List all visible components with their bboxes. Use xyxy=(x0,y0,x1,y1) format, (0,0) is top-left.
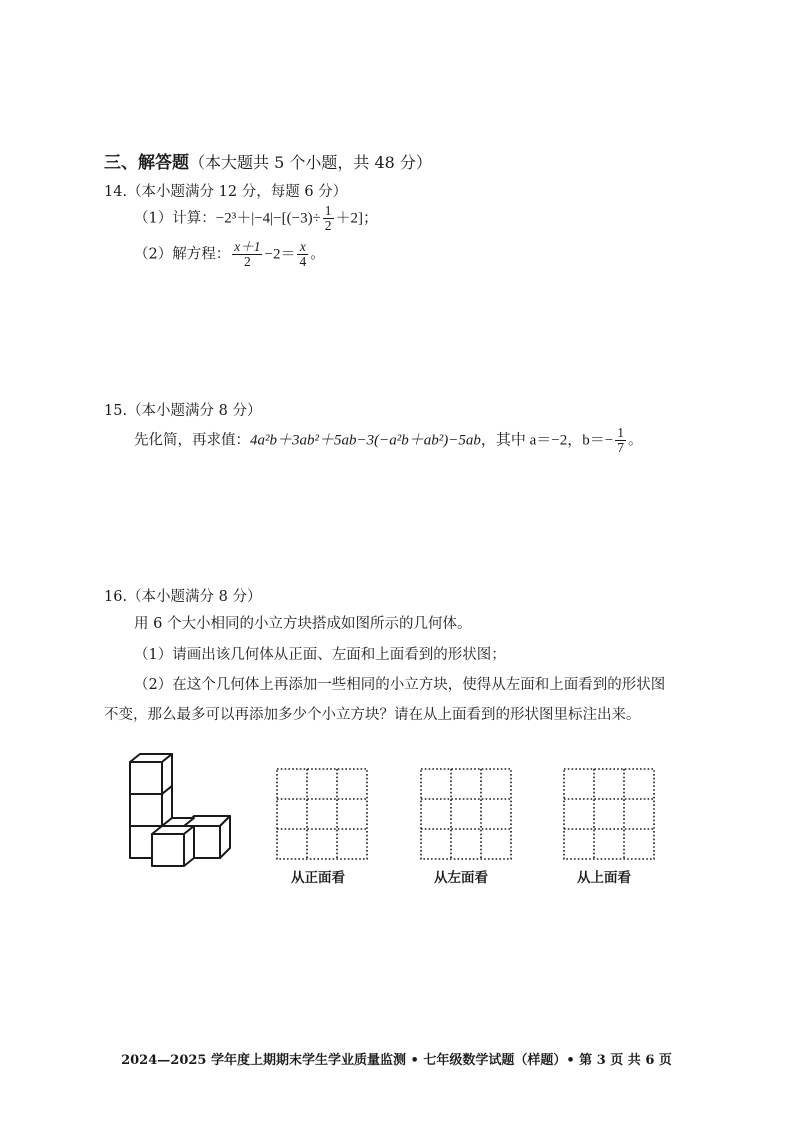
cube-stack-figure xyxy=(126,752,238,870)
q15-frac-num: 1 xyxy=(617,425,624,440)
q15-header xyxy=(104,399,262,420)
q16-part1: （1）请画出该几何体从正面、左面和上面看到的形状图； xyxy=(134,647,506,663)
q14-part1-expr-a: −2³＋|−4|−[(−3)÷ xyxy=(215,210,321,227)
q15-header-text: （本小题满分 8 分） xyxy=(127,403,262,419)
left-view-grid[interactable] xyxy=(420,768,512,860)
q14-header xyxy=(104,180,347,201)
top-view-caption: 从上面看 xyxy=(577,870,631,886)
front-view-caption: 从正面看 xyxy=(291,870,345,886)
q14-part2-end: 。 xyxy=(310,246,325,263)
q16-part2-line2: 不变，那么最多可以再添加多少个小立方块？请在从上面看到的形状图里标注出来。 xyxy=(104,707,641,723)
section-heading-note: （本大题共 5 个小题，共 48 分） xyxy=(189,153,432,172)
section-heading xyxy=(104,148,432,173)
q14-part2-frac2-den: 4 xyxy=(299,254,307,270)
q14-part1 xyxy=(134,204,378,233)
q14-number: 14. xyxy=(104,184,128,200)
cube-front-face xyxy=(152,834,184,866)
page-footer: 2024—2025 学年度上期期末学生学业质量监测 • 七年级数学试题（样题）• 第 3 页 共 6 页 xyxy=(121,1053,672,1068)
cube-side-face xyxy=(184,826,194,866)
q14-part1-frac-num: 1 xyxy=(324,203,332,218)
q16-part2-line1: （2）在这个几何体上再添加一些相同的小立方块，使得从左面和上面看到的形状图 xyxy=(134,677,666,693)
q15-condition: ，其中 a＝−2，b＝− xyxy=(480,432,614,449)
q15-frac-den: 7 xyxy=(617,440,624,456)
q15-fraction xyxy=(615,426,626,455)
q15-expression: 4a²b＋3ab²＋5ab−3(−a²b＋ab²)−5ab xyxy=(250,432,481,449)
q15-intro: 先化简，再求值： xyxy=(134,432,250,449)
q15-end: 。 xyxy=(627,432,643,449)
q14-part2-frac1-den: 2 xyxy=(243,254,251,270)
q14-part1-frac-den: 2 xyxy=(324,218,332,234)
q16-header-text: （本小题满分 8 分） xyxy=(127,589,262,605)
q14-part1-label: （1）计算： xyxy=(134,210,216,227)
q15-number: 15. xyxy=(104,403,128,419)
q14-part2-label: （2）解方程： xyxy=(134,246,231,263)
q15-body xyxy=(134,426,642,455)
q14-part2-fraction-2 xyxy=(297,240,308,269)
left-view-caption: 从左面看 xyxy=(434,870,488,886)
q14-header-text: （本小题满分 12 分，每题 6 分） xyxy=(127,184,348,200)
front-view-grid[interactable] xyxy=(276,768,368,860)
cube-front-face xyxy=(130,794,162,826)
cube-front-face xyxy=(130,762,162,794)
q14-part2-frac2-num: x xyxy=(297,240,308,255)
q16-number: 16. xyxy=(104,589,128,605)
q14-part2 xyxy=(134,240,325,269)
q14-part1-expr-b: ＋2]； xyxy=(335,210,379,227)
q14-part2-mid: −2＝ xyxy=(264,246,296,263)
q14-part2-fraction-1 xyxy=(232,240,262,269)
q14-part2-frac1-num: x＋1 xyxy=(234,239,261,254)
top-view-grid[interactable] xyxy=(563,768,655,860)
q16-header xyxy=(104,585,262,606)
section-heading-title: 三、解答题 xyxy=(104,153,189,173)
q14-part1-fraction xyxy=(323,204,334,233)
q16-intro: 用 6 个大小相同的小立方块搭成如图所示的几何体。 xyxy=(134,616,472,632)
